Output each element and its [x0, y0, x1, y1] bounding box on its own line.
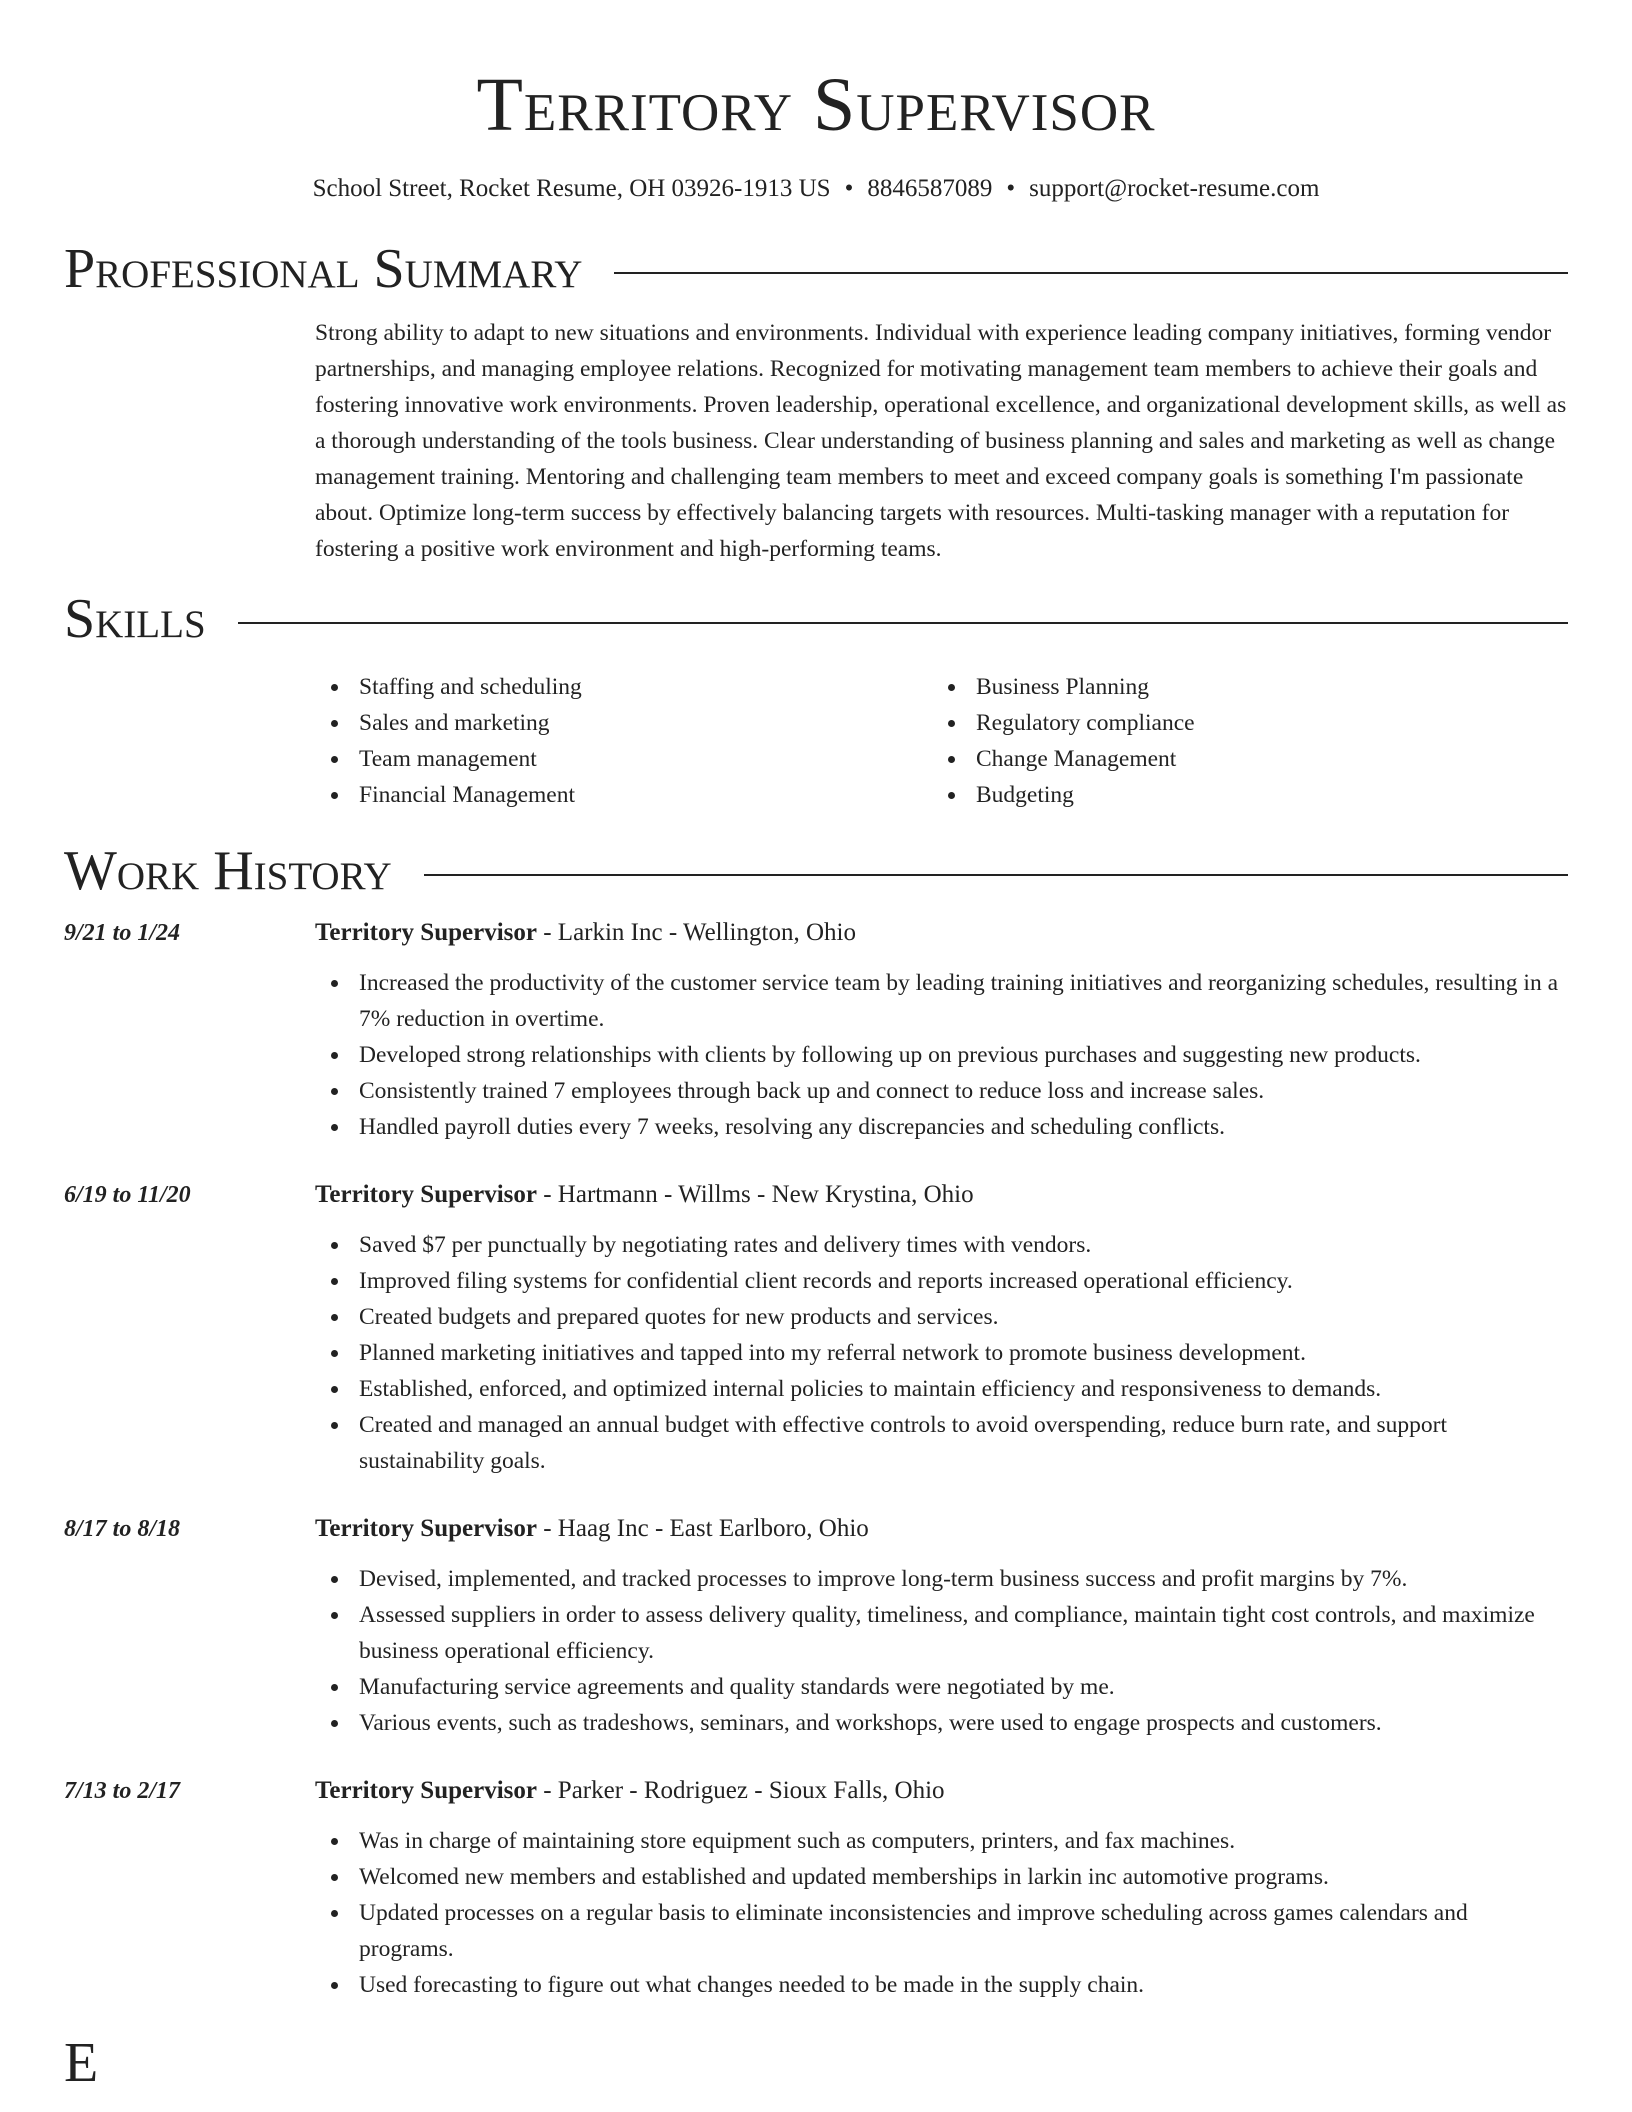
job-bullet: Updated processes on a regular basis to eliminate inconsistencies and improve scheduling across games calendars and programs.	[315, 1895, 1568, 1967]
skill-item: Team management	[315, 741, 932, 777]
skill-item: Staffing and scheduling	[315, 669, 932, 705]
job-entry	[64, 1773, 1568, 2003]
job-entry	[64, 1177, 1568, 1479]
job-role: Territory Supervisor	[315, 1515, 537, 1542]
address: School Street, Rocket Resume, OH 03926-1913 US	[312, 175, 831, 202]
job-bullet: Saved $7 per punctually by negotiating rates and delivery times with vendors.	[315, 1227, 1568, 1263]
phone: 8846587089	[867, 175, 993, 202]
job-details	[315, 1773, 1568, 2003]
job-title-line	[315, 1177, 1568, 1213]
skills-column-left	[315, 669, 932, 813]
skills-section-title: Skills	[64, 588, 206, 650]
separator-bullet: •	[1006, 175, 1016, 202]
job-bullet: Manufacturing service agreements and quality standards were negotiated by me.	[315, 1669, 1568, 1705]
job-bullet: Created and managed an annual budget with effective controls to avoid overspending, reduce burn rate, and support sustainability goals.	[315, 1407, 1568, 1479]
job-bullets	[315, 1227, 1568, 1479]
job-bullets	[315, 1823, 1568, 2003]
job-company: - Parker - Rodriguez - Sioux Falls, Ohio	[536, 1777, 945, 1804]
work-section-header	[64, 839, 1568, 903]
job-details	[315, 1177, 1568, 1479]
skill-item: Business Planning	[932, 669, 1549, 705]
skill-item: Sales and marketing	[315, 705, 932, 741]
summary-section-header	[64, 237, 1568, 301]
next-section-title-partial: E	[64, 2032, 99, 2094]
email: support@rocket-resume.com	[1029, 175, 1320, 202]
job-title-line	[315, 1773, 1568, 1809]
job-bullet: Improved filing systems for confidential client records and reports increased operational efficiency.	[315, 1263, 1568, 1299]
summary-section-title: Professional Summary	[64, 238, 583, 300]
job-dates: 9/21 to 1/24	[64, 920, 181, 946]
job-bullets	[315, 1561, 1568, 1741]
job-bullet: Various events, such as tradeshows, seminars, and workshops, were used to engage prospects and customers.	[315, 1705, 1568, 1741]
job-company: - Larkin Inc - Wellington, Ohio	[536, 919, 856, 946]
resume-name: Territory Supervisor	[476, 63, 1156, 147]
job-company: - Haag Inc - East Earlboro, Ohio	[536, 1515, 869, 1542]
job-bullet: Assessed suppliers in order to assess delivery quality, timeliness, and compliance, maintain tight cost controls, and maximize business operational efficiency.	[315, 1597, 1568, 1669]
resume-page	[64, 0, 1568, 2094]
job-bullet: Planned marketing initiatives and tapped into my referral network to promote business development.	[315, 1335, 1568, 1371]
skill-item: Financial Management	[315, 777, 932, 813]
job-company: - Hartmann - Willms - New Krystina, Ohio	[536, 1181, 974, 1208]
job-title-line	[315, 1511, 1568, 1547]
job-bullet: Handled payroll duties every 7 weeks, resolving any discrepancies and scheduling conflicts.	[315, 1109, 1568, 1145]
job-role: Territory Supervisor	[315, 1181, 537, 1208]
skills-section-header	[64, 587, 1568, 651]
job-bullet: Consistently trained 7 employees through back up and connect to reduce loss and increase sales.	[315, 1073, 1568, 1109]
skill-item: Regulatory compliance	[932, 705, 1549, 741]
skill-item: Change Management	[932, 741, 1549, 777]
job-bullet: Created budgets and prepared quotes for new products and services.	[315, 1299, 1568, 1335]
job-entry	[64, 1511, 1568, 1741]
job-dates: 8/17 to 8/18	[64, 1516, 181, 1542]
job-bullet: Established, enforced, and optimized internal policies to maintain efficiency and responsiveness to demands.	[315, 1371, 1568, 1407]
job-bullet: Devised, implemented, and tracked processes to improve long-term business success and profit margins by 7%.	[315, 1561, 1568, 1597]
job-title-line	[315, 915, 1568, 951]
job-entry	[64, 915, 1568, 1145]
skills-list	[315, 669, 1568, 813]
job-dates: 7/13 to 2/17	[64, 1778, 181, 1804]
skills-column-right	[932, 669, 1549, 813]
job-role: Territory Supervisor	[315, 1777, 537, 1804]
job-bullet: Increased the productivity of the customer service team by leading training initiatives and reorganizing schedules, resulting in a 7% reduction in overtime.	[315, 965, 1568, 1037]
job-bullet: Welcomed new members and established and updated memberships in larkin inc automotive programs.	[315, 1859, 1568, 1895]
next-section-header-partial	[64, 2031, 1568, 2094]
work-section-title: Work History	[64, 840, 392, 902]
job-role: Territory Supervisor	[315, 919, 537, 946]
section-divider	[424, 874, 1568, 876]
skill-item: Budgeting	[932, 777, 1549, 813]
job-details	[315, 915, 1568, 1145]
summary-text: Strong ability to adapt to new situations and environments. Individual with experience leading company initiatives, forming vendor partnerships, and managing employee relations. Recognized for motivating management team members to achieve their goals and fostering innovative work environments. Proven leadership, operational excellence, and organizational development skills, as well as a thorough understanding of the tools business. Clear understanding of business planning and sales and marketing as well as change management training. Mentoring and challenging team members to meet and exceed company goals is something I'm passionate about. Optimize long-term success by effectively balancing targets with resources. Multi-tasking manager with a reputation for fostering a positive work environment and high-performing teams.	[315, 320, 1567, 562]
contact-line	[64, 172, 1568, 206]
job-bullets	[315, 965, 1568, 1145]
job-dates: 6/19 to 11/20	[64, 1182, 191, 1208]
job-bullet: Used forecasting to figure out what changes needed to be made in the supply chain.	[315, 1967, 1568, 2003]
job-details	[315, 1511, 1568, 1741]
separator-bullet: •	[844, 175, 854, 202]
section-divider	[238, 622, 1568, 624]
section-divider	[614, 272, 1568, 274]
job-bullet: Was in charge of maintaining store equipment such as computers, printers, and fax machines.	[315, 1823, 1568, 1859]
job-bullet: Developed strong relationships with clients by following up on previous purchases and suggesting new products.	[315, 1037, 1568, 1073]
